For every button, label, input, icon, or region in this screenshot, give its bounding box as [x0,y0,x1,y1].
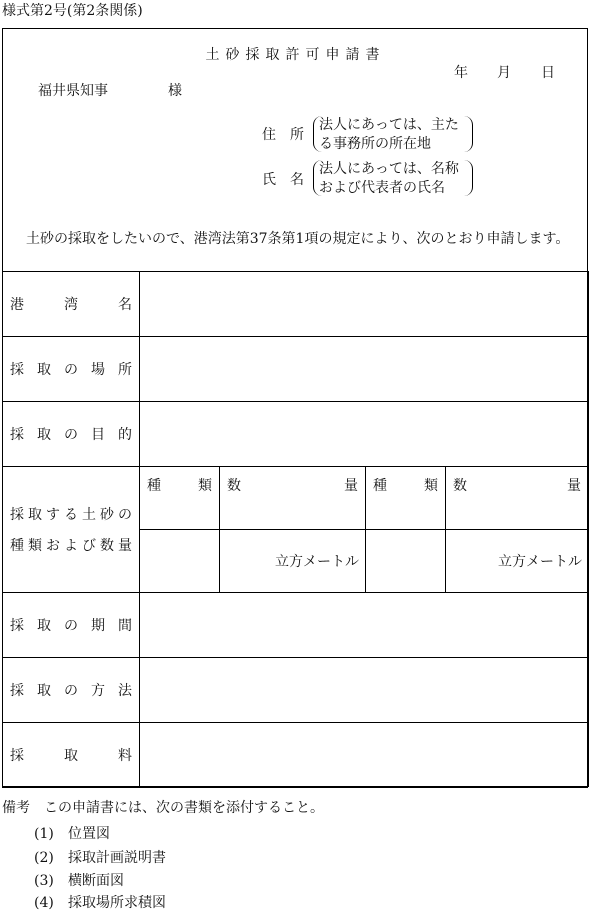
label-char: 取 [37,618,51,634]
form-title: 土砂採取許可申請書 [205,47,386,63]
label-char: 期 [91,618,105,634]
label-char: 類 [198,478,212,494]
name-note-line1: 法人にあっては、名称 [319,161,459,177]
address-note-line1: 法人にあっては、主た [319,117,459,133]
label-char: 数 [453,478,467,494]
period-label [3,593,140,658]
list-item-text: 採取場所求積図 [68,895,166,911]
label-char: お [46,538,60,554]
harbor-name-cell[interactable] [140,272,589,337]
period-cell[interactable] [140,593,589,658]
form-number-label: 様式第2号(第2条関係) [2,3,143,19]
name-label: 氏 名 [262,172,304,188]
spread-text [10,424,132,444]
quantity-header-2 [446,467,589,530]
label-char: 類 [28,538,42,554]
list-item-text: 横断面図 [68,873,124,889]
spread-text [140,475,219,495]
type-value-2[interactable] [366,530,446,593]
location-label [3,337,140,402]
label-char: る [64,507,78,523]
label-char: 種 [373,478,387,494]
label-char: 採 [10,427,24,443]
quantity-value-2[interactable] [446,530,589,593]
fee-cell[interactable] [140,723,589,787]
label-char: 取 [28,507,42,523]
label-char: 港 [10,297,24,313]
label-char: 種 [147,478,161,494]
table-row [3,402,589,467]
spread-text [10,535,132,555]
list-item-number: (1) [34,826,54,842]
label-char: 方 [91,683,105,699]
name-note [319,160,459,198]
label-char: 的 [118,427,132,443]
label-char: び [82,538,96,554]
label-char: 取 [37,362,51,378]
table-row [3,272,589,337]
unit-label: 立方メートル [275,554,359,570]
list-item [34,823,110,843]
label-char: 量 [567,478,581,494]
list-item [34,892,166,912]
label-char: 間 [118,618,132,634]
purpose-label [3,402,140,467]
date-month-label: 月 [497,65,511,81]
purpose-cell[interactable] [140,402,589,467]
method-cell[interactable] [140,658,589,723]
label-char: 名 [118,297,132,313]
spread-text [366,475,445,495]
label-char: 採 [10,747,24,764]
label-char: 数 [227,478,241,494]
label-char: 採 [10,362,24,378]
label-char: 土 [82,507,96,523]
label-char: 採 [10,618,24,634]
label-char: の [118,507,132,523]
recipient-honorific: 様 [168,83,182,99]
list-item [34,847,166,867]
list-item [34,870,124,890]
spread-text [220,475,365,495]
list-item-text: 位置図 [68,826,110,842]
spread-text [10,359,132,379]
address-label: 住 所 [262,127,304,143]
label-char: 砂 [100,507,114,523]
table-row [3,467,589,530]
list-item-number: (4) [34,895,54,911]
quantity-value-1[interactable] [220,530,366,593]
fee-label [3,723,140,787]
label-char: 取 [37,683,51,699]
date-day-label: 日 [541,65,555,81]
spread-text [10,680,132,700]
label-char: 類 [424,478,438,494]
table-row [3,723,589,787]
spread-text [10,745,132,765]
remarks-label: 備考 [2,800,30,816]
label-char: 取 [64,747,78,764]
table-row [3,658,589,723]
remarks [2,797,324,817]
unit-label: 立方メートル [498,554,582,570]
label-char: 量 [118,538,132,554]
label-char: の [64,427,78,443]
remarks-text: この申請書には、次の書類を添付すること。 [44,800,324,816]
label-char: 目 [91,427,105,443]
label-char: 量 [344,478,358,494]
method-label [3,658,140,723]
application-details-table [2,271,589,787]
list-item-number: (3) [34,873,54,889]
list-item-text: 採取計画説明書 [68,850,166,866]
list-item-number: (2) [34,850,54,866]
label-char: 所 [118,362,132,378]
type-header-1 [140,467,220,530]
label-char: 法 [118,683,132,699]
label-char: の [64,683,78,699]
label-char: よ [64,538,78,554]
name-note-line2: および代表者の氏名 [319,180,445,196]
spread-text [10,294,132,314]
address-note-line2: る事務所の所在地 [319,136,431,152]
location-cell[interactable] [140,337,589,402]
table-row [3,593,589,658]
label-char: 種 [10,538,24,554]
label-char: の [64,362,78,378]
label-char: の [64,618,78,634]
label-char: 取 [37,427,51,443]
spread-text [10,615,132,635]
label-char: す [46,507,60,523]
application-statement: 土砂の採取をしたいので、港湾法第37条第1項の規定により、次のとおり申請します。 [26,231,570,247]
label-char: 場 [91,362,105,378]
type-value-1[interactable] [140,530,220,593]
label-char: 料 [118,747,132,764]
label-char: 湾 [64,297,78,313]
label-char: 採 [10,507,24,523]
spread-text [10,504,132,524]
recipient-name: 福井県知事 [38,83,108,99]
soil-type-quantity-label [3,467,140,593]
address-note [319,116,459,154]
harbor-name-label [3,272,140,337]
date-year-label: 年 [454,65,468,81]
quantity-header-1 [220,467,366,530]
label-char: 採 [10,683,24,699]
spread-text [446,475,588,495]
table-row [3,337,589,402]
label-char: 数 [100,538,114,554]
type-header-2 [366,467,446,530]
